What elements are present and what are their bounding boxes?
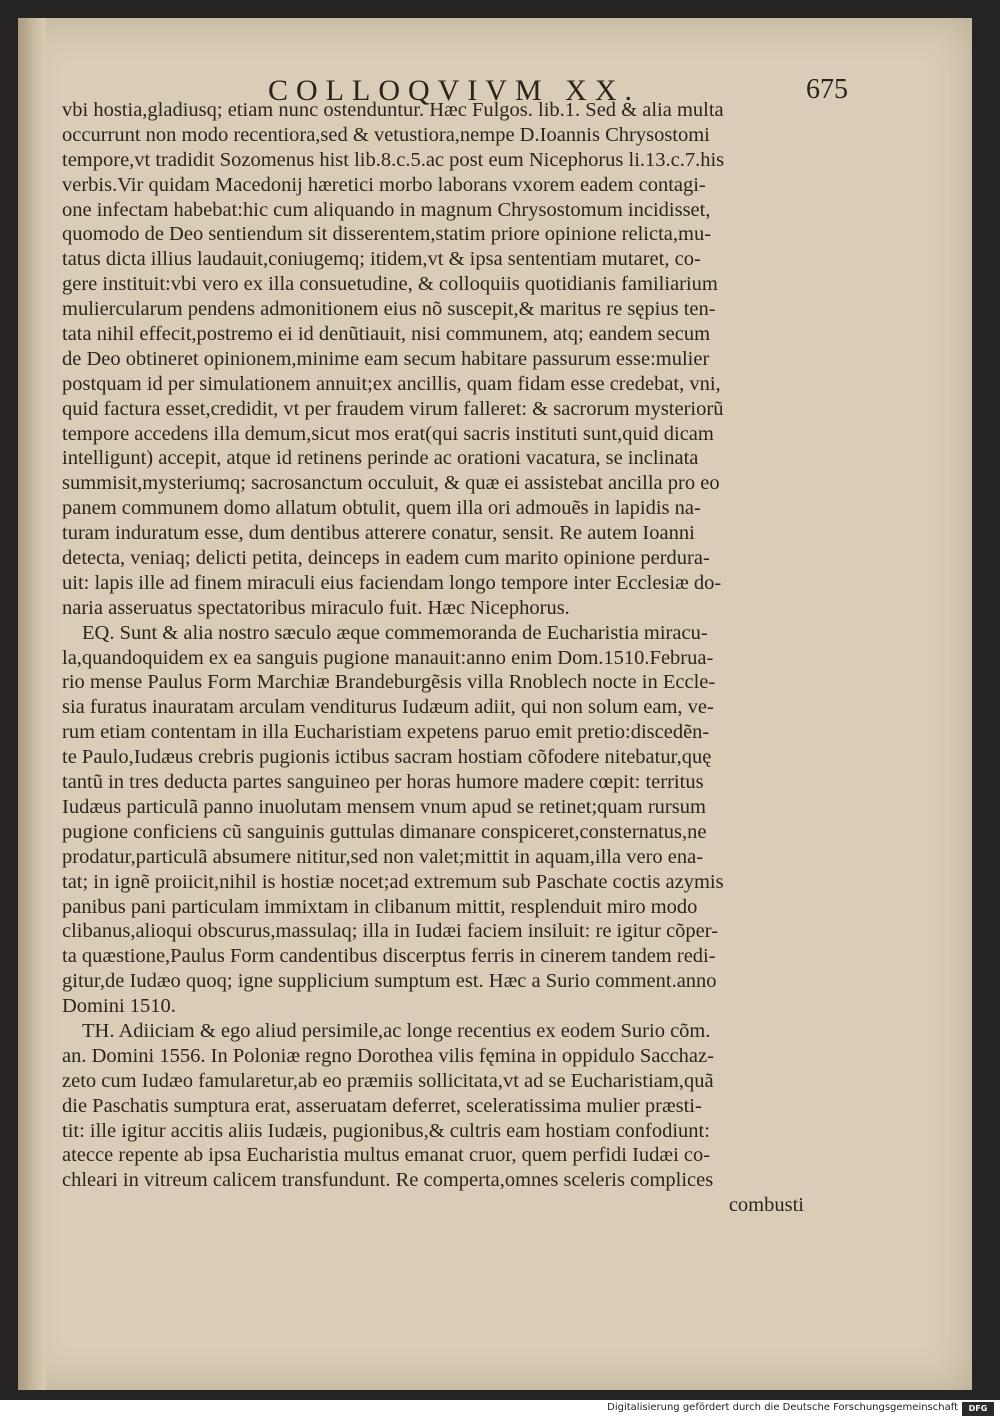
text-line: tempore accedens illa demum,sicut mos erat(qui sacris instituti sunt,quid dicam: [62, 422, 714, 445]
text-line: gere instituit:vbi vero ex illa consuetudine, & colloquiis quotidianis familiarium: [62, 273, 718, 296]
text-line: sia furatus inauratam arculam venditurus Iudæum adiit, qui non solum eam, ve-: [62, 696, 714, 719]
funding-credit: Digitalisierung gefördert durch die Deutsche Forschungsgemeinschaft: [607, 1402, 958, 1413]
page-number: 675: [806, 74, 848, 105]
text-line: Domini 1510.: [62, 995, 176, 1018]
text-line: postquam id per simulationem annuit;ex ancillis, quam fidam esse credebat, vni,: [62, 372, 721, 395]
text-line: an. Domini 1556. In Poloniæ regno Dorothea vilis fęmina in oppidulo Sacchaz-: [62, 1044, 714, 1067]
text-line: rum etiam contentam in illa Eucharistiam expetens paruo emit pretio:discedẽn-: [62, 721, 710, 744]
text-line: quid factura esset,credidit, vt per fraudem virum falleret: & sacrorum mysteriorũ: [62, 397, 724, 420]
text-line: combusti: [728, 1194, 804, 1217]
text-line: intelligunt) accepit, atque id retinens perinde ac orationi vacatura, se inclinata: [62, 447, 699, 470]
text-line: clibanus,alioqui obscurus,massulaq; illa in Iudæi faciem insiluit: re igitur cõper-: [62, 920, 719, 943]
text-line: tatus dicta illius laudauit,coniugemq; itidem,vt & ipsa sententiam mutaret, co-: [62, 248, 701, 271]
text-line: la,quandoquidem ex ea sanguis pugione manauit:anno enim Dom.1510.Februa-: [62, 646, 714, 669]
text-line: TH. Adiiciam & ego aliud persimile,ac longe recentius ex eodem Surio cõm.: [82, 1019, 711, 1042]
text-line: rio mense Paulus Form Marchiæ Brandeburgẽsis villa Rnoblech nocte in Eccle-: [62, 671, 716, 694]
text-line: tempore,vt tradidit Sozomenus hist lib.8.c.5.ac post eum Nicephorus li.13.c.7.his: [62, 148, 725, 171]
text-line: die Paschatis sumptura erat, asseruatam deferret, sceleratissima mulier præsti-: [62, 1094, 702, 1117]
text-line: zeto cum Iudæo famularetur,ab eo præmiis sollicitata,vt ad se Eucharistiam,quã: [62, 1069, 714, 1092]
text-line: muliercularum pendens admonitionem eius nõ suscepit,& maritus re sępius ten-: [62, 298, 716, 321]
text-line: quomodo de Deo sentiendum sit disserentem,statim priore opinione relicta,mu-: [62, 223, 712, 246]
dfg-logo: DFG: [962, 1402, 994, 1416]
text-line: tantũ in tres deducta partes sanguineo per horas humore madere cœpit: territus: [62, 771, 704, 794]
text-line: uit: lapis ille ad finem miraculi eius faciendam longo tempore inter Ecclesiæ do-: [62, 571, 722, 594]
text-line: tit: ille igitur accitis aliis Iudæis, pugionibus,& cultris eam hostiam confodiunt:: [62, 1119, 710, 1142]
text-line: occurrunt non modo recentiora,sed & vetustiora,nempe D.Ioannis Chrysostomi: [62, 123, 710, 146]
text-line: panibus pani particulam immixtam in clibanum mittit, resplenduit miro modo: [62, 895, 698, 918]
running-title: COLLOQVIVM XX.: [268, 74, 640, 107]
footer-bar: [0, 1400, 1000, 1419]
text-line: EQ. Sunt & alia nostro sæculo æque commemoranda de Eucharistia miracu-: [82, 621, 708, 644]
page-gutter-edge: [18, 18, 46, 1390]
text-line: gitur,de Iudæo quoq; igne supplicium sumptum est. Hæc a Surio comment.anno: [62, 970, 717, 993]
text-line: ta quæstione,Paulus Form candentibus discerptus ferris in cinerem tandem redi-: [62, 945, 716, 968]
text-line: chleari in vitreum calicem transfundunt. Re comperta,omnes sceleris complices: [62, 1169, 714, 1192]
text-line: te Paulo,Iudæus crebris pugionis ictibus sacram hostiam cõfodere nitebatur,quę: [62, 746, 712, 769]
text-line: vbi hostia,gladiusq; etiam nunc ostenduntur. Hæc Fulgos. lib.1. Sed & alia multa: [62, 99, 724, 121]
text-line: detecta, veniaq; delicti petita, deinceps in eadem cum marito opinione perdura-: [62, 547, 710, 570]
text-line: turam induratum esse, dum dentibus atterere conatur, sensit. Re autem Ioanni: [62, 522, 695, 545]
text-line: panem communem domo allatum obtulit, quem illa ori admouẽs in lapidis na-: [62, 497, 701, 520]
text-line: de Deo obtineret opinionem,minime eam secum habitare passurum esse:mulier: [62, 347, 710, 370]
text-line: verbis.Vir quidam Macedonij hæretici morbo laborans vxorem eadem contagi-: [62, 173, 706, 196]
text-line: one infectam habebat:hic cum aliquando in magnum Chrysostomum incidisset,: [62, 198, 711, 221]
text-line: Iudæus particulã panno inuolutam mensem vnum apud se retinet;quam rursum: [62, 795, 706, 818]
text-line: tata nihil effecit,postremo ei id denũtiauit, nisi communem, atq; eandem secum: [62, 323, 711, 346]
text-line: tat; in ignẽ proiicit,nihil is hostiæ nocet;ad extremum sub Paschate coctis azymis: [62, 870, 724, 893]
text-line: summisit,mysteriumq; sacrosanctum occuluit, & quæ ei assistebat ancilla pro eo: [62, 472, 720, 495]
text-line: atecce repente ab ipsa Eucharistia multus emanat cruor, quem perfidi Iudæi co-: [62, 1144, 711, 1167]
text-line: prodatur,particulã absumere nititur,sed non valet;mittit in aquam,illa vero ena-: [62, 845, 704, 868]
body-text: [62, 98, 808, 1218]
text-line: pugione conficiens cũ sanguinis guttulas dimanare conspiceret,consternatus,ne: [62, 820, 707, 843]
text-line: naria asseruatus spectatoribus miraculo fuit. Hæc Nicephorus.: [62, 596, 570, 619]
